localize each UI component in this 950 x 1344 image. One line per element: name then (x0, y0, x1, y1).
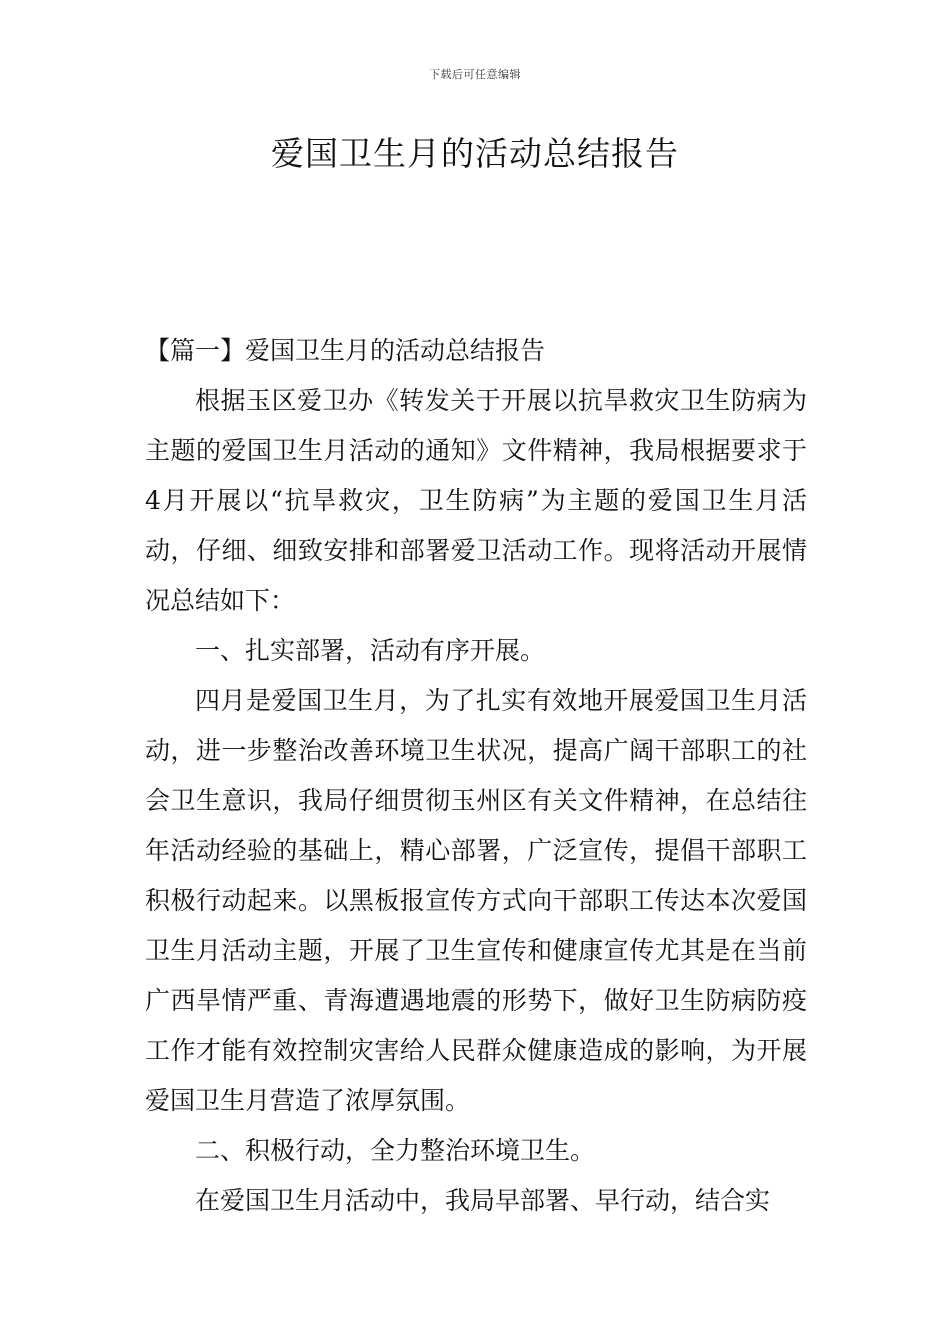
paragraph-section-heading: 【篇一】爱国卫生月的活动总结报告 (145, 336, 546, 365)
document-body (145, 326, 807, 1226)
paragraph-heading-1: 一、扎实部署，活动有序开展。 (195, 636, 546, 665)
paragraph-heading-2: 二、积极行动，全力整治环境卫生。 (195, 1136, 596, 1165)
paragraph-body-2: 在爱国卫生月活动中，我局早部署、早行动，结合实 (195, 1186, 771, 1215)
paragraph-body-1: 四月是爱国卫生月，为了扎实有效地开展爱国卫生月活动，进一步整治改善环境卫生状况，提高广阔干部职工的社会卫生意识，我局仔细贯彻玉州区有关文件精神，在总结往年活动经验的基础上，精心部署，广泛宣传，提倡干部职工积极行动起来。以黑板报宣传方式向干部职工传达本次爱国卫生月活动主题，开展了卫生宣传和健康宣传尤其是在当前广西旱情严重、青海遭遇地震的形势下，做好卫生防病防疫工作才能有效控制灾害给人民群众健康造成的影响，为开展爱国卫生月营造了浓厚氛围。 (145, 686, 807, 1115)
paragraph-intro: 根据玉区爱卫办《转发关于开展以抗旱救灾卫生防病为主题的爱国卫生月活动的通知》文件精神，我局根据要求于4月开展以“抗旱救灾，卫生防病”为主题的爱国卫生月活动，仔细、细致安排和部署爱卫活动工作。现将活动开展情况总结如下： (145, 386, 807, 615)
document-title: 爱国卫生月的活动总结报告 (271, 134, 679, 173)
header-note: 下载后可任意编辑 (429, 68, 521, 81)
